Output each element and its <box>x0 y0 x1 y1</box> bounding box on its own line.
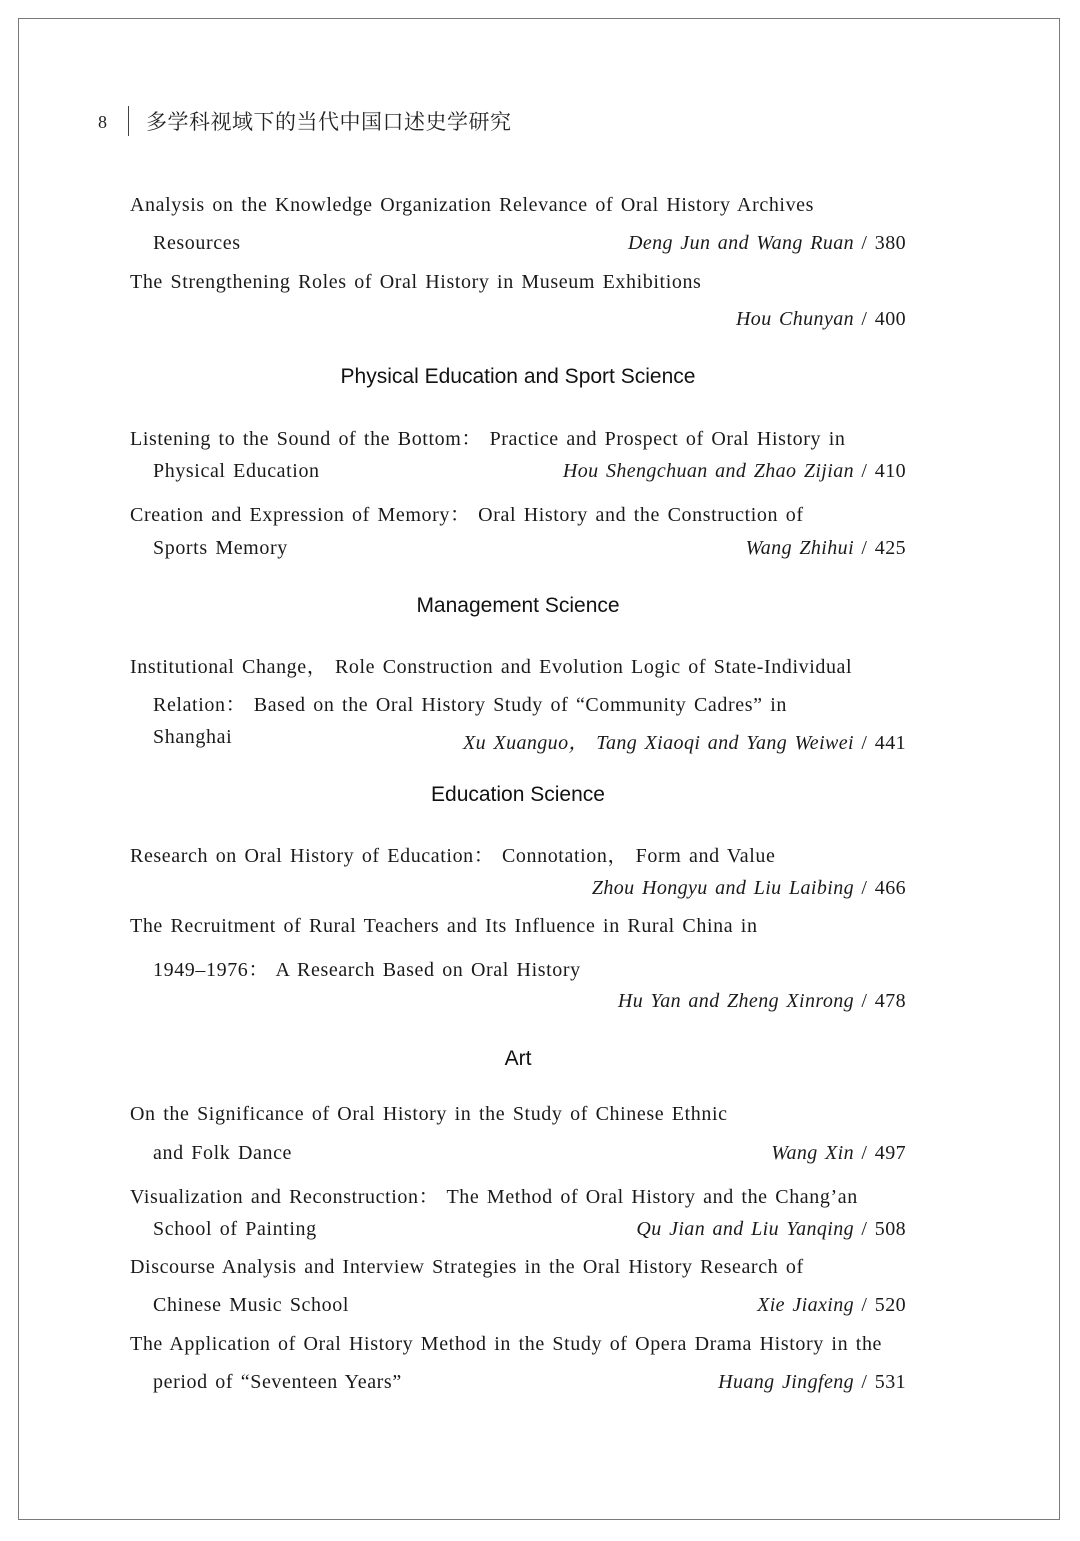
toc-entry-line <box>130 460 906 490</box>
toc-entry-page: / 520 <box>854 1294 906 1316</box>
toc-entry-page: / 400 <box>854 308 906 330</box>
toc-entry-title: Visualization and Reconstruction： The Method of Oral History and the Chang’an <box>130 1186 858 1208</box>
book-title: 多学科视域下的当代中国口述史学研究 <box>146 110 512 134</box>
toc-entry-line <box>130 1218 906 1248</box>
toc-entry-author: Hou Shengchuan and Zhao Zijian <box>562 460 855 482</box>
toc-entry-title: Listening to the Sound of the Bottom： Practice and Prospect of Oral History in <box>130 428 846 450</box>
toc-entry-author-page <box>618 990 906 1013</box>
toc-entry-page: / 380 <box>854 232 906 254</box>
toc-entry-title: The Application of Oral History Method in the Study of Opera Drama History in the <box>130 1333 883 1355</box>
toc-entry-title: On the Significance of Oral History in the Study of Chinese Ethnic <box>130 1103 728 1125</box>
toc-entry-page: / 508 <box>854 1218 906 1240</box>
toc-entry-title-cont: Sports Memory <box>153 537 288 559</box>
section-heading: Management Science <box>416 594 620 617</box>
toc-entry-line <box>130 990 906 1020</box>
toc-entry-author: Zhou Hongyu and Liu Laibing <box>591 877 855 899</box>
section-heading: Physical Education and Sport Science <box>340 365 696 388</box>
running-header <box>98 106 598 140</box>
toc-entry-author-page <box>463 726 906 755</box>
section-heading: Art <box>504 1047 532 1070</box>
toc-entry-author-page <box>718 1371 906 1394</box>
toc-entry-author-page <box>771 1142 906 1165</box>
toc-entry-title-cont: Relation： Based on the Oral History Study of “Community Cadres” in <box>153 694 787 716</box>
toc-entry-title: The Recruitment of Rural Teachers and Its Influence in Rural China in <box>130 915 758 937</box>
toc-entry-page: / 466 <box>854 877 906 899</box>
toc-entry-author: Xie Jiaxing <box>757 1294 855 1316</box>
page-number: 8 <box>98 112 107 132</box>
toc-entry-page: / 497 <box>854 1142 906 1164</box>
toc-entry-title-cont: Shanghai <box>153 726 233 748</box>
toc-entry-author-page <box>628 232 906 255</box>
toc-entry-page: / 531 <box>854 1371 906 1393</box>
toc-entry-title: The Strengthening Roles of Oral History in Museum Exhibitions <box>130 271 702 293</box>
toc-entry-author: Qu Jian and Liu Yanqing <box>636 1218 855 1240</box>
section-heading: Education Science <box>431 783 605 806</box>
toc-entry-title-cont: and Folk Dance <box>153 1142 293 1164</box>
toc-entry-line <box>130 726 906 756</box>
toc-entry-page: / 410 <box>854 460 906 482</box>
header-divider <box>128 106 129 136</box>
toc-entry-line <box>130 1371 906 1401</box>
toc-entry-page: / 425 <box>854 537 906 559</box>
toc-entry-title: Discourse Analysis and Interview Strategies in the Oral History Research of <box>130 1256 804 1278</box>
toc-entry-title-cont: Physical Education <box>153 460 320 482</box>
toc-entry-author-page <box>746 537 906 560</box>
toc-entry-author: Huang Jingfeng <box>718 1371 855 1393</box>
toc-entry-title-cont: School of Painting <box>153 1218 317 1240</box>
toc-entry-author: Wang Zhihui <box>745 537 855 559</box>
toc-entry-title-cont: 1949–1976： A Research Based on Oral History <box>153 959 581 981</box>
toc-entry-line <box>130 308 906 338</box>
toc-entry-title-cont: Resources <box>153 232 241 254</box>
toc-entry-title: Institutional Change， Role Construction and Evolution Logic of State-Individual <box>130 656 853 678</box>
toc-entry-author: Xu Xuanguo， Tang Xiaoqi and Yang Weiwei <box>463 732 855 754</box>
toc-entry-author-page <box>757 1294 906 1317</box>
toc-entry-title-cont: Chinese Music School <box>153 1294 349 1316</box>
toc-entry-line <box>130 1142 906 1172</box>
toc-entry-page: / 441 <box>854 732 906 754</box>
toc-entry-author-page <box>563 460 906 483</box>
toc-entry-author-page <box>736 308 906 331</box>
toc-entry-line <box>130 232 906 262</box>
toc-entry-page: / 478 <box>854 990 906 1012</box>
toc-entry-author: Wang Xin <box>771 1142 855 1164</box>
toc-entry-line <box>130 1294 906 1324</box>
toc-entry-author: Hu Yan and Zheng Xinrong <box>617 990 855 1012</box>
toc-entry-author-page <box>636 1218 906 1241</box>
toc-entry-title: Creation and Expression of Memory： Oral History and the Construction of <box>130 504 804 526</box>
toc-entry-author: Hou Chunyan <box>735 308 855 330</box>
toc-entry-title: Analysis on the Knowledge Organization Relevance of Oral History Archives <box>130 194 815 216</box>
toc-entry-line <box>130 537 906 567</box>
toc-entry-title-cont: period of “Seventeen Years” <box>153 1371 402 1393</box>
toc-entry-author-page <box>592 877 906 900</box>
toc-entry-title: Research on Oral History of Education： Connotation， Form and Value <box>130 845 776 867</box>
toc-entry-line <box>130 877 906 907</box>
toc-entry-author: Deng Jun and Wang Ruan <box>627 232 855 254</box>
